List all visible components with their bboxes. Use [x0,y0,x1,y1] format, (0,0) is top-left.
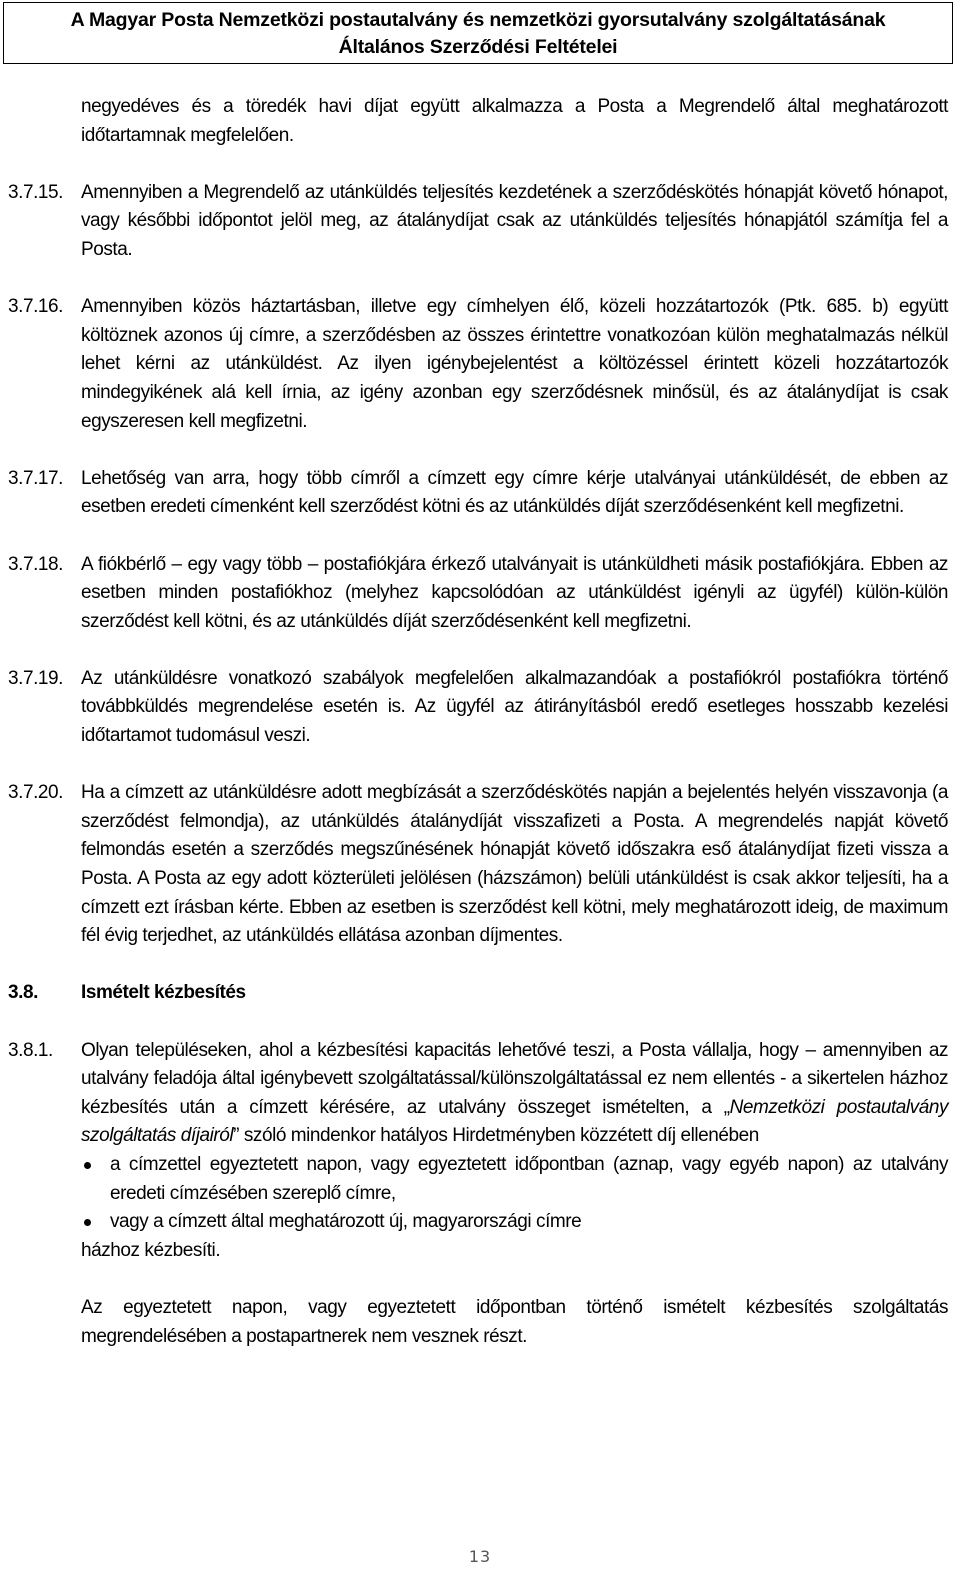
bullet-list [81,1151,948,1237]
document-header [3,2,953,64]
section-3-7-19 [8,665,948,751]
section-number: 3.7.16. [8,296,63,318]
section-number: 3.7.15. [8,181,63,203]
section-text: Az utánküldésre vonatkozó szabályok megfelelően alkalmazandóak a postafiókról postafiókra történő továbbküldés megrendelése esetén is. Az ügyfél az átirányításból eredő esetleges hosszabb kezelési időtartamot tudomásul veszi. [81,667,948,747]
section-3-7-15 [8,179,948,265]
section-number: 3.7.18. [8,553,63,575]
heading-title: Ismételt kézbesítés [81,982,246,1004]
header-line-2: Általános Szerződési Feltételei [338,36,618,58]
section-heading-3-8 [8,979,948,1008]
bullet-item [81,1151,948,1208]
section-3-8-1 [8,1037,948,1352]
final-paragraph: Az egyeztetett napon, vagy egyeztetett időpontban történő ismételt kézbesítés szolgáltatás megrendelésében a postapartnerek nem vesznek részt. [81,1296,948,1347]
section-3-7-17 [8,465,948,522]
bullet-item [81,1208,948,1237]
section-number: 3.7.17. [8,467,63,489]
section-text: Ha a címzett az utánküldésre adott megbízását a szerződéskötés napján a bejelentés helyén visszavonja (a szerződést felmondja), az utánküldés átalánydíját visszafizeti a Posta. A megrendelés napját követő felmondás esetén a szerződés megszűnésének hónapját követő időszakra eső átalánydíjat fizeti vissza a Posta. A Posta az egy adott közterületi jelölésen (házszámon) belüli utánküldést is csak akkor teljesíti, ha a címzett ezt írásban kérte. Ebben az esetben is szerződést kell kötni, mely meghatározott ideig, de maximum fél évig terjedhet, az utánküldés ellátása azonban díjmentes. [81,782,948,947]
section-text-italic: Nemzetközi postautalvány szolgáltatás díjairól [81,1096,948,1147]
section-text-before: Olyan településeken, ahol a kézbesítési kapacitás lehetővé teszi, a Posta vállalja, hogy – amennyiben az utalvány feladója által igénybevett szolgáltatással/különszolgáltatással ez nem ellentés - a sikertelen házhoz kézbesítés után a címzett kérésére, az utalvány összeget ismételten, a „ [81,1039,948,1118]
section-3-7-20 [8,779,948,951]
header-line-1: A Magyar Posta Nemzetközi postautalvány és nemzetközi gyorsutalvány szolgáltatásának [70,9,886,31]
heading-number: 3.8. [8,982,38,1004]
section-number: 3.7.20. [8,782,63,804]
document-body [8,93,948,1351]
section-number: 3.7.19. [8,667,63,689]
section-3-7-18 [8,551,948,637]
section-text: Amennyiben a Megrendelő az utánküldés teljesítés kezdetének a szerződéskötés hónapját követő hónapot, vagy későbbi időpontot jelöl meg, az átalánydíjat csak az utánküldés teljesítés hónapjától számítja fel a Posta. [81,181,948,260]
closing-text: házhoz kézbesíti. [81,1239,221,1261]
continuation-paragraph: negyedéves és a töredék havi díjat együtt alkalmazza a Posta a Megrendelő által meghatározott időtartamnak megfelelően. [81,96,948,146]
section-text: Lehetőség van arra, hogy több címről a címzett egy címre kérje utalványai utánküldését, de ebben az esetben eredeti címenként kell szerződést kötni és az utánküldés díját szerződésenként kell megfizetni. [81,467,948,518]
section-text: A fiókbérlő – egy vagy több – postafiókjára érkező utalványait is utánküldheti másik postafiókjára. Ebben az esetben minden postafiókhoz (melyhez kapcsolódóan az utánküldést igényli az ügyfél) külön-külön szerződést kell kötni, és az utánküldés díját szerződésenként kell megfizetni. [81,553,948,632]
section-text-after: ” szóló mindenkor hatályos Hirdetményben közzétett díj ellenében [233,1125,759,1147]
page-number: 13 [468,1547,492,1566]
section-3-7-16 [8,293,948,436]
bullet-icon [84,1162,91,1169]
bullet-text: vagy a címzett által meghatározott új, magyarországi címre [110,1211,582,1233]
bullet-text: a címzettel egyeztetett napon, vagy egyeztetett időpontban (aznap, vagy egyéb napon) az utalvány eredeti címzésében szereplő címre, [110,1153,948,1204]
section-number: 3.8.1. [8,1039,53,1061]
bullet-icon [84,1219,91,1226]
section-text: Amennyiben közös háztartásban, illetve egy címhelyen élő, közeli hozzátartozók (Ptk. 685. b) együtt költöznek azonos új címre, a szerződésben az összes érintettre vonatkozóan külön meghatalmazás nélkül lehet kérni az utánküldést. Az ilyen igénybejelentést a költözéssel érintett közeli hozzátartozók mindegyikének alá kell írnia, az igény azonban egy szerződésnek minősül, és az átalánydíjat is csak egyszeresen kell megfizetni. [81,296,948,432]
